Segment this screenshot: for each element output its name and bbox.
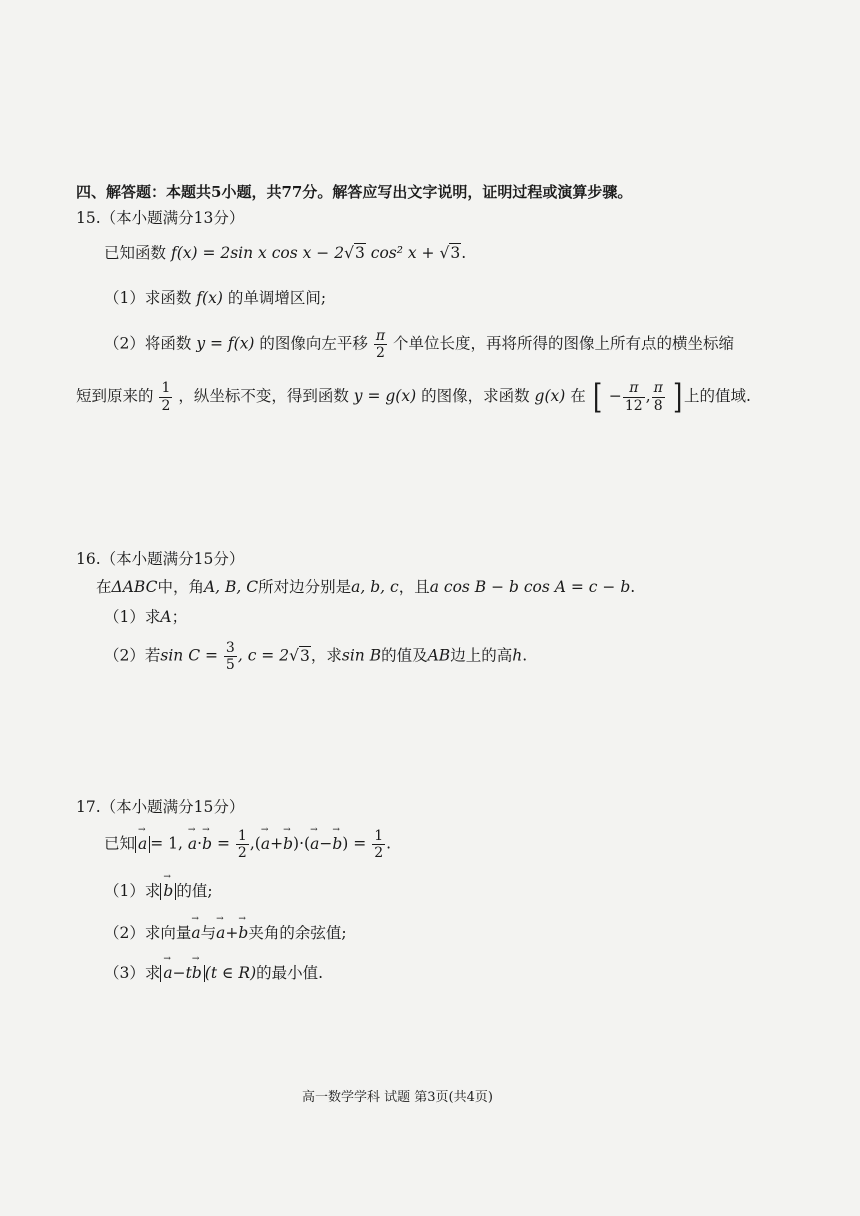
q17-half-num-1: 1 (237, 828, 247, 844)
q15-int-a-den: 12 (624, 397, 643, 414)
section-header: 四、解答题：本题共5小题，共77分。解答应写出文字说明，证明过程或演算步骤。 (76, 183, 633, 201)
q15-p2-in: 在 (570, 387, 586, 405)
q17-vec-a-4: → a (310, 835, 319, 854)
q15-p2-end: 上的值域. (684, 387, 751, 405)
q16-p2-ab: AB (427, 646, 451, 665)
q16-p2-den: 5 (225, 657, 235, 674)
q16-angles: A, B, C (203, 578, 259, 596)
q17-p3-label: （3）求 (104, 964, 161, 982)
q17-half-1 (236, 828, 249, 861)
q17-vec-a-2: → a (188, 835, 197, 854)
q17-abs-a (135, 836, 150, 853)
q17-vec-a-3: → a (261, 835, 270, 854)
q15-p1-suffix: 的单调增区间; (227, 289, 327, 307)
q17-part1 (104, 882, 213, 901)
q15-int-b-num: π (653, 380, 663, 397)
q17-part3 (104, 964, 323, 983)
q17-eq1: = 1, (150, 834, 183, 853)
q15-func-mid: cos² x + (370, 244, 440, 262)
q15-part1 (104, 289, 326, 308)
q17-dot-2: · (299, 834, 305, 853)
q15-p2-frac-num: π (375, 328, 386, 344)
q17-half-num-2: 1 (374, 828, 384, 844)
q16-intro-e: . (630, 578, 636, 596)
q16-p2-mid3: 边上的高 (450, 646, 513, 665)
q15-int-a-num: π (623, 380, 645, 397)
q16-p2-end: . (522, 646, 528, 665)
q17-eq-half-2: = (353, 834, 367, 853)
q16-p2-c: , c = 2 (237, 646, 290, 665)
q16-intro (96, 578, 635, 597)
q16-p2-sinc: sin C = (160, 646, 218, 665)
q15-p2-line2-mid2: 的图像，求函数 (421, 387, 530, 405)
q15-interval-minus: − (608, 387, 622, 405)
q17-p2-end: 夹角的余弦值; (248, 924, 347, 942)
q17-comma: , (249, 834, 255, 853)
q15-sqrt-arg: 3 (354, 244, 365, 262)
q16-part2 (104, 640, 527, 673)
q17-p3-cond: (t ∈ R) (204, 964, 257, 982)
q16-equation: a cos B − b cos A = c − b (429, 578, 631, 596)
q15-p2-label: （2）将函数 (104, 334, 192, 353)
q17-half-den-1: 2 (237, 845, 247, 862)
q17-dot: · (197, 834, 203, 853)
q15-p2-half-num: 1 (161, 380, 171, 397)
q15-p2-shift-fraction (374, 328, 387, 361)
q16-p2-sinb: sin B (341, 646, 382, 665)
q16-intro-c: 所对边分别是 (258, 578, 352, 596)
q15-left-bracket: [ (592, 377, 602, 417)
q15-p2-line2-mid: ，纵坐标不变，得到函数 (178, 387, 349, 405)
q16-intro-a: 在 (96, 578, 112, 596)
q17-minus-2: − (172, 964, 186, 982)
q17-vec-b-1: → b (202, 835, 212, 854)
q17-vec-b-5: → b (238, 924, 248, 943)
q16-intro-b: 中，角 (157, 578, 204, 596)
q17-vec-a-5: → a (191, 924, 200, 943)
q15-interval-a (623, 380, 645, 413)
q17-vec-b-4: → b (163, 883, 173, 900)
q15-interval-comma: , (645, 387, 651, 405)
q17-intro-prefix: 已知 (104, 834, 136, 853)
q15-sqrt-symbol: √ (344, 244, 354, 262)
q17-intro (104, 828, 391, 861)
q17-vec-a-7: → a (163, 965, 172, 982)
q15-int-b-den: 8 (653, 397, 663, 414)
q17-vec-b-6: → b (192, 965, 202, 982)
q16-p2-mid2: 的值及 (381, 646, 428, 665)
q17-close-2: ) (342, 834, 349, 853)
page-footer: 高一数学学科 试题 第3页(共4页) (302, 1090, 493, 1105)
q17-p3-t: t (185, 964, 192, 982)
q16-part1 (104, 608, 187, 627)
q15-sqrt-arg-2: 3 (450, 244, 461, 262)
q16-sides: a, b, c (351, 578, 399, 596)
q16-triangle: ΔABC (111, 578, 158, 596)
q15-right-bracket: ] (672, 377, 683, 417)
q17-vec-a-1: → a (138, 836, 147, 853)
q17-abs-b (160, 883, 176, 900)
q15-p2-half-fraction (159, 380, 172, 413)
q15-func-left: f(x) = 2sin x cos x − 2 (170, 244, 345, 262)
q17-close-1: ) (293, 834, 300, 853)
q15-p1-label: （1）求函数 (104, 289, 192, 307)
q16-p2-fraction (224, 640, 237, 673)
q17-end: . (386, 834, 392, 853)
q15-intro (104, 244, 466, 263)
q15-p2-mid: 的图像向左平移 (259, 334, 368, 353)
q15-intro-prefix: 已知函数 (104, 244, 167, 262)
q17-half-den-2: 2 (374, 845, 384, 862)
q15-part2-line1 (104, 328, 734, 361)
q15-func-end: . (461, 244, 467, 262)
q17-plus-2: + (225, 924, 239, 942)
q15-part2-line2 (76, 377, 751, 417)
q17-plus: + (270, 834, 284, 853)
q15-p2-func: y = f(x) (196, 334, 255, 353)
q16-sqrt-arg: 3 (299, 646, 310, 665)
q17-p1-end: 的值; (176, 882, 213, 900)
q15-sqrt-symbol-2: √ (439, 244, 450, 262)
q17-p3-end: 的最小值. (256, 964, 324, 982)
q15-p2-line2-prefix: 短到原来的 (76, 387, 154, 405)
q15-p2-g-func: y = g(x) (353, 387, 417, 405)
q17-vec-b-2: → b (283, 835, 293, 854)
q17-p1-label: （1）求 (104, 882, 161, 900)
q17-p2-mid: 与 (200, 924, 217, 942)
q17-half-2 (372, 828, 385, 861)
q15-p2-half-den: 2 (161, 397, 171, 414)
q16-p1: （1）求 (104, 608, 161, 626)
q17-vec-a-6: → a (216, 924, 225, 943)
q16-p1-var: A (160, 608, 172, 626)
q17-open-2: ( (304, 834, 311, 853)
q17-open-1: ( (254, 834, 261, 853)
q17-part2 (104, 924, 347, 943)
q16-intro-d: ，且 (398, 578, 430, 596)
q16-p2-num: 3 (225, 640, 235, 656)
q17-vec-b-3: → b (332, 835, 342, 854)
q17-abs-a-minus-tb (160, 965, 204, 982)
q17-heading: 17.（本小题满分15分） (76, 798, 245, 816)
q16-sqrt-symbol: √ (289, 646, 299, 665)
q16-p2-h: h (512, 646, 523, 665)
q16-heading: 16.（本小题满分15分） (76, 550, 245, 568)
q15-p2-tail: 个单位长度，再将所得的图像上所有点的横坐标缩 (393, 334, 735, 353)
q16-p2-label: （2）若 (104, 646, 161, 665)
q17-eq-half: = (216, 834, 230, 853)
q16-p2-mid: ，求 (310, 646, 342, 665)
q15-interval-b (652, 380, 665, 413)
q15-p2-frac-den: 2 (376, 345, 385, 362)
q16-p1-end: ； (171, 608, 188, 626)
q17-p2-label: （2）求向量 (104, 924, 192, 942)
q17-minus: − (319, 834, 333, 853)
q15-p2-gx: g(x) (534, 387, 566, 405)
q15-p1-func: f(x) (196, 289, 223, 307)
q15-heading: 15.（本小题满分13分） (76, 209, 245, 227)
